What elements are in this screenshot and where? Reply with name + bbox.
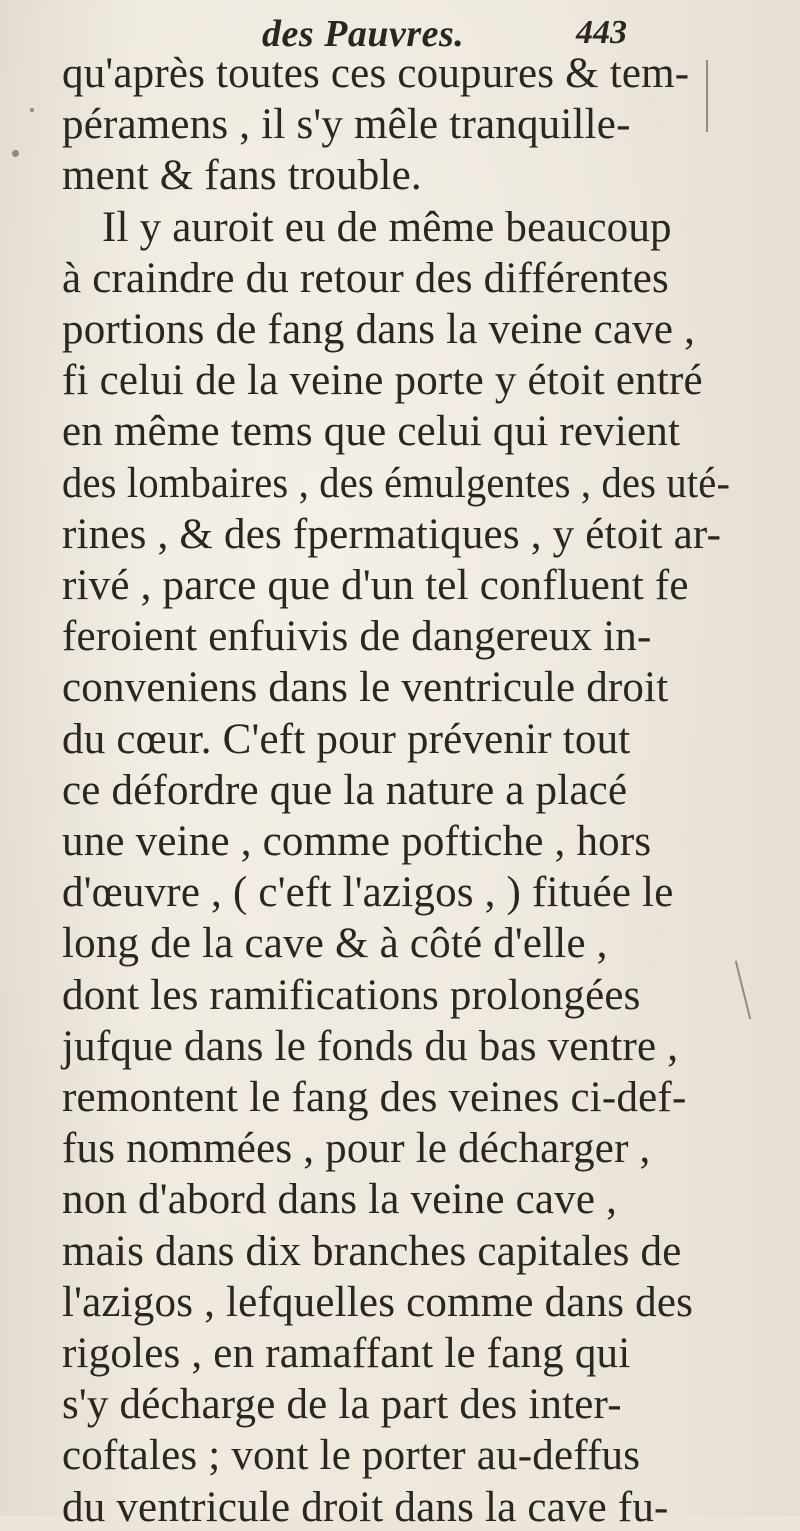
text-line: du cœur. C'eft pour prévenir tout xyxy=(62,715,631,763)
text-line: mais dans dix branches capitales de xyxy=(62,1227,682,1275)
text-line: fi celui de la veine porte y étoit entré xyxy=(62,357,703,405)
text-line: l'azigos , lefquelles comme dans des xyxy=(62,1278,694,1326)
text-line: des lombaires , des émulgentes , des uté- xyxy=(62,459,731,507)
margin-rule xyxy=(706,60,708,132)
text-line: en même tems que celui qui revient xyxy=(62,408,681,456)
text-line: d'œuvre , ( c'eft l'azigos , ) fituée le xyxy=(62,869,674,917)
text-line: péramens , il s'y mêle tranquille- xyxy=(62,101,631,149)
text-line: remontent le fang des veines ci-def- xyxy=(62,1074,687,1121)
text-line: qu'après toutes ces coupures & tem- xyxy=(62,50,690,97)
text-line: dont les ramifications prolongées xyxy=(62,971,641,1019)
text-line: jufque dans le fonds du bas ventre , xyxy=(62,1022,679,1070)
ink-spot xyxy=(30,108,34,112)
running-title: des Pauvres. xyxy=(262,13,465,55)
ink-spot xyxy=(12,150,19,157)
text-line: coftales ; vont le porter au-deffus xyxy=(62,1432,641,1480)
text-line: Il y auroit eu de même beaucoup xyxy=(102,203,672,251)
text-line: rines , & des fpermatiques , y étoit ar- xyxy=(62,510,722,558)
text-line: portions de fang dans la veine cave , xyxy=(62,306,696,353)
text-line: ce défordre que la nature a placé xyxy=(62,766,628,814)
text-line: non d'abord dans la veine cave , xyxy=(62,1176,618,1224)
text-line: ment & fans trouble. xyxy=(62,152,422,200)
text-line: rigoles , en ramaffant le fang qui xyxy=(62,1330,631,1377)
text-line: rivé , parce que d'un tel confluent fe xyxy=(62,562,689,609)
page-number: 443 xyxy=(576,14,627,51)
text-line: fus nommées , pour le décharger , xyxy=(62,1125,651,1173)
text-line: du ventricule droit dans la cave fu- xyxy=(62,1483,669,1531)
text-line: feroient enfuivis de dangereux in- xyxy=(62,613,652,661)
text-line: à craindre du retour des différentes xyxy=(62,254,669,302)
text-line: conveniens dans le ventricule droit xyxy=(62,664,669,712)
text-line: une veine , comme poftiche , hors xyxy=(62,818,652,865)
text-line: s'y décharge de la part des inter- xyxy=(62,1381,622,1429)
text-line: long de la cave & à côté d'elle , xyxy=(62,920,608,968)
